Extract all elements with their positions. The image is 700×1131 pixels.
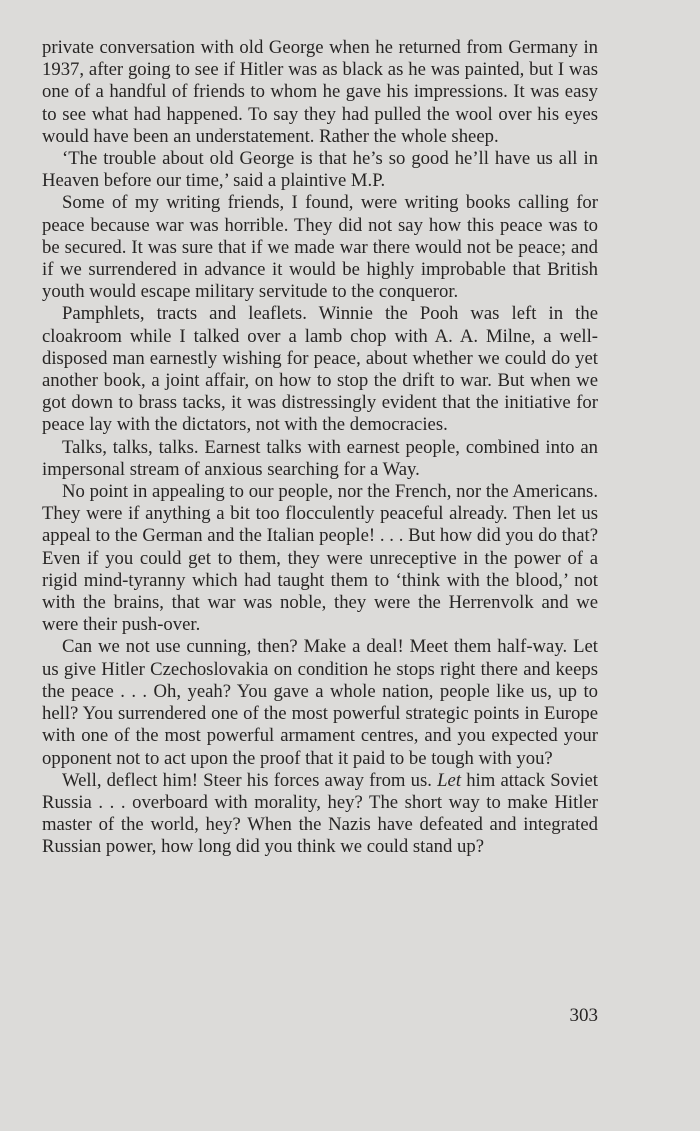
page-body: [42, 37, 598, 859]
paragraph-text: Some of my writing friends, I found, were writing books calling for peace because war was horrible. They did not say how this peace was to be secured. It was sure that if we made war there would not be peace; and if we surrendered in advance it would be highly improbable that British youth would escape military servitude to the conqueror.: [42, 192, 598, 303]
emphasis-text: Let: [437, 769, 462, 791]
page-number: 303: [569, 1005, 598, 1026]
paragraph-text: No point in appealing to our people, nor the French, nor the Americans. They were if anything a bit too flocculently peaceful already. Then let us appeal to the German and the Italian people! . . . But how did you do that? Even if you could get to them, they were unreceptive in the power of a rigid mind-tyranny which had taught them to ‘think with the blood,’ not with the brains, that war was noble, they were the Herrenvolk and we were their push-over.: [42, 481, 598, 636]
paragraph-cunning: [42, 636, 598, 769]
paragraph-deflect: [42, 770, 598, 859]
paragraph-text: Talks, talks, talks. Earnest talks with earnest people, combined into an impersonal stream of anxious searching for a Way.: [42, 436, 598, 480]
paragraph-george-visit: [42, 37, 598, 148]
paragraph-writing-friends: [42, 192, 598, 303]
paragraph-text: Can we not use cunning, then? Make a deal! Meet them half-way. Let us give Hitler Czechoslovakia on condition he stops right there and keeps the peace . . . Oh, yeah? You gave a whole nation, people like us, up to hell? You surrendered one of the most powerful strategic points in Europe with one of the most powerful armament centres, and you expected your opponent not to act upon the proof that it paid to be tough with you?: [42, 636, 598, 769]
paragraph-talks: [42, 437, 598, 481]
paragraph-mp-quote: [42, 148, 598, 192]
paragraph-text: him attack Soviet Russia . . . overboard with morality, hey? The short way to make Hitler master of the world, hey? When the Nazis have defeated and integrated Russian power, how long did you think we could stand up?: [42, 769, 598, 858]
paragraph-text: Pamphlets, tracts and leaflets. Winnie the Pooh was left in the cloakroom while I talked over a lamb chop with A. A. Milne, a well-disposed man earnestly wishing for peace, about whether we could do yet another book, a joint affair, on how to stop the drift to war. But when we got down to brass tacks, it was distressingly evident that the initiative for peace lay with the dictators, not with the democracies.: [42, 303, 598, 436]
paragraph-text: private conversation with old George when he returned from Germany in 1937, after going to see if Hitler was as black as he was painted, but I was one of a handful of friends to whom he gave his impressions. It was easy to see what had happened. To say they had pulled the wool over his eyes would have been an understatement. Rather the whole sheep.: [42, 37, 598, 147]
paragraph-pamphlets: [42, 303, 598, 436]
paragraph-text: ‘The trouble about old George is that he’s so good he’ll have us all in Heaven before our time,’ said a plaintive M.P.: [42, 148, 598, 192]
paragraph-no-point: [42, 481, 598, 636]
paragraph-text: Well, deflect him! Steer his forces away from us.: [62, 769, 438, 791]
